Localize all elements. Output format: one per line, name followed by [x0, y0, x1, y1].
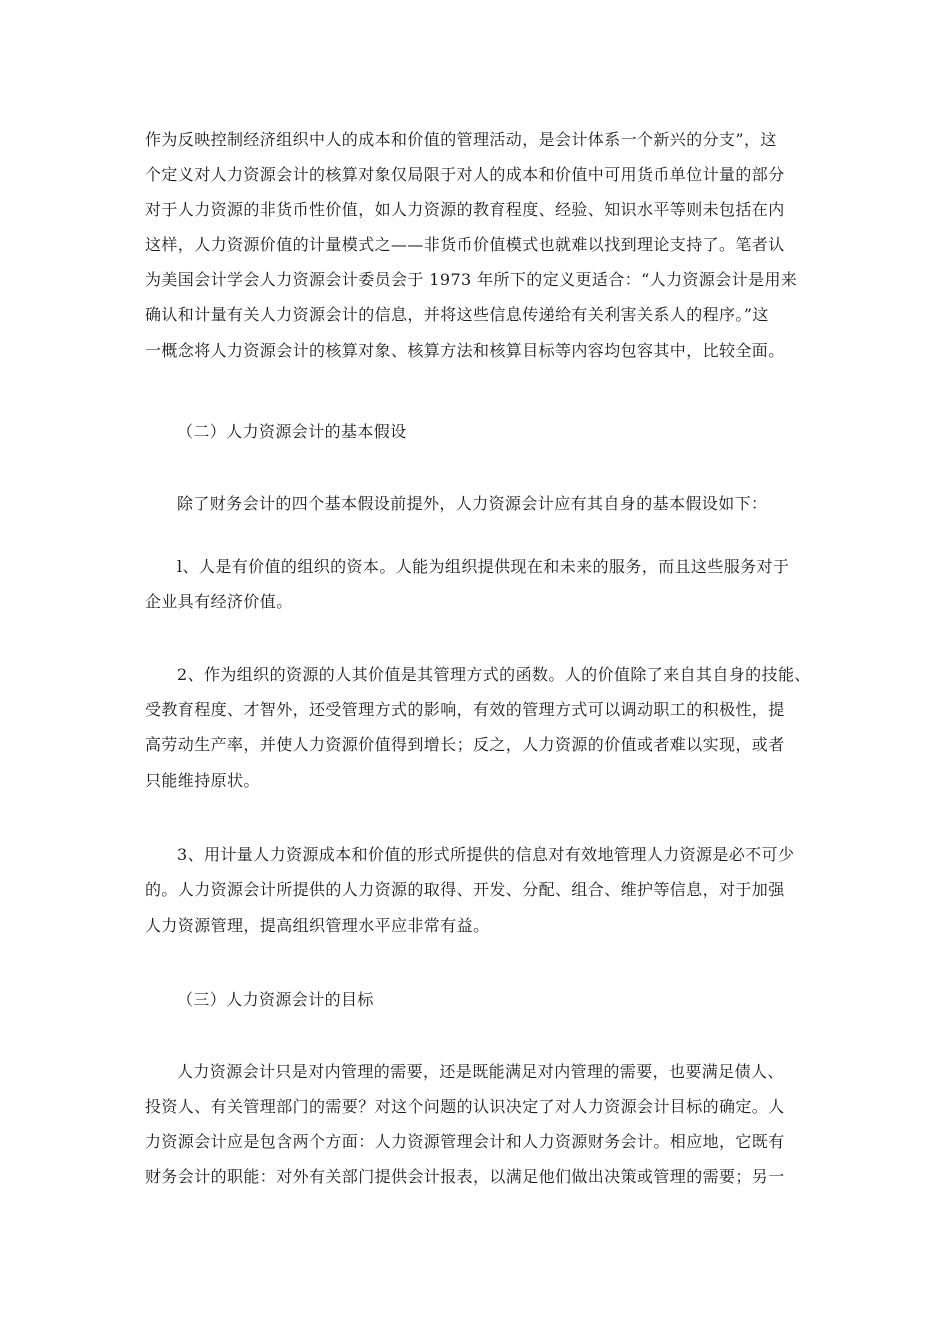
- body-text-line: 财务会计的职能：对外有关部门提供会计报表，以满足他们做出决策或管理的需要；另一: [145, 1167, 785, 1186]
- body-text-line: 人力资源会计只是对内管理的需要，还是既能满足对内管理的需要，也要满足债人、: [177, 1062, 784, 1081]
- body-text-line: 这样，人力资源价值的计量模式之——非货币价值模式也就难以找到理论支持了。笔者认: [145, 235, 785, 254]
- body-text-line: 力资源会计应是包含两个方面：人力资源管理会计和人力资源财务会计。相应地，它既有: [145, 1132, 785, 1151]
- list-item-line: 3、用计量人力资源成本和价值的形式所提供的信息对有效地管理人力资源是必不可少: [177, 845, 795, 864]
- body-text-line: 除了财务会计的四个基本假设前提外，人力资源会计应有其自身的基本假设如下：: [177, 494, 768, 513]
- list-item-line: l、人是有价值的组织的资本。人能为组织提供现在和未来的服务，而且这些服务对于: [177, 557, 790, 576]
- body-text-line: 投资人、有关管理部门的需要？对这个问题的认识决定了对人力资源会计目标的确定。人: [145, 1097, 785, 1116]
- section-heading: （二）人力资源会计的基本假设: [177, 422, 407, 441]
- section-heading: （三）人力资源会计的目标: [177, 990, 374, 1009]
- body-text-line: 确认和计量有关人力资源会计的信息，并将这些信息传递给有关利害关系人的程序。”这: [145, 305, 769, 324]
- body-text-line: 一概念将人力资源会计的核算对象、核算方法和核算目标等内容均包容其中，比较全面。: [145, 341, 785, 360]
- body-text-line: 只能维持原状。: [145, 771, 260, 790]
- body-text-line: 对于人力资源的非货币性价值，如人力资源的教育程度、经验、知识水平等则未包括在内: [145, 200, 785, 219]
- body-text-line: 企业具有经济价值。: [145, 592, 293, 611]
- body-text-line: 的。人力资源会计所提供的人力资源的取得、开发、分配、组合、维护等信息，对于加强: [145, 880, 785, 899]
- body-text-line: 受教育程度、才智外，还受管理方式的影响，有效的管理方式可以调动职工的积极性，提: [145, 700, 785, 719]
- body-text-line: 作为反映控制经济组织中人的成本和价值的管理活动，是会计体系一个新兴的分支”，这: [145, 130, 777, 149]
- body-text-line: 为美国会计学会人力资源会计委员会于 1973 年所下的定义更适合：“人力资源会计是用来: [145, 270, 798, 289]
- body-text-line: 人力资源管理，提高组织管理水平应非常有益。: [145, 916, 490, 935]
- list-item-line: 2、作为组织的资源的人其价值是其管理方式的函数。人的价值除了来自其自身的技能、: [177, 665, 811, 684]
- body-text-line: 个定义对人力资源会计的核算对象仅局限于对人的成本和价值中可用货币单位计量的部分: [145, 165, 785, 184]
- body-text-line: 高劳动生产率，并使人力资源价值得到增长；反之，人力资源的价值或者难以实现，或者: [145, 735, 785, 754]
